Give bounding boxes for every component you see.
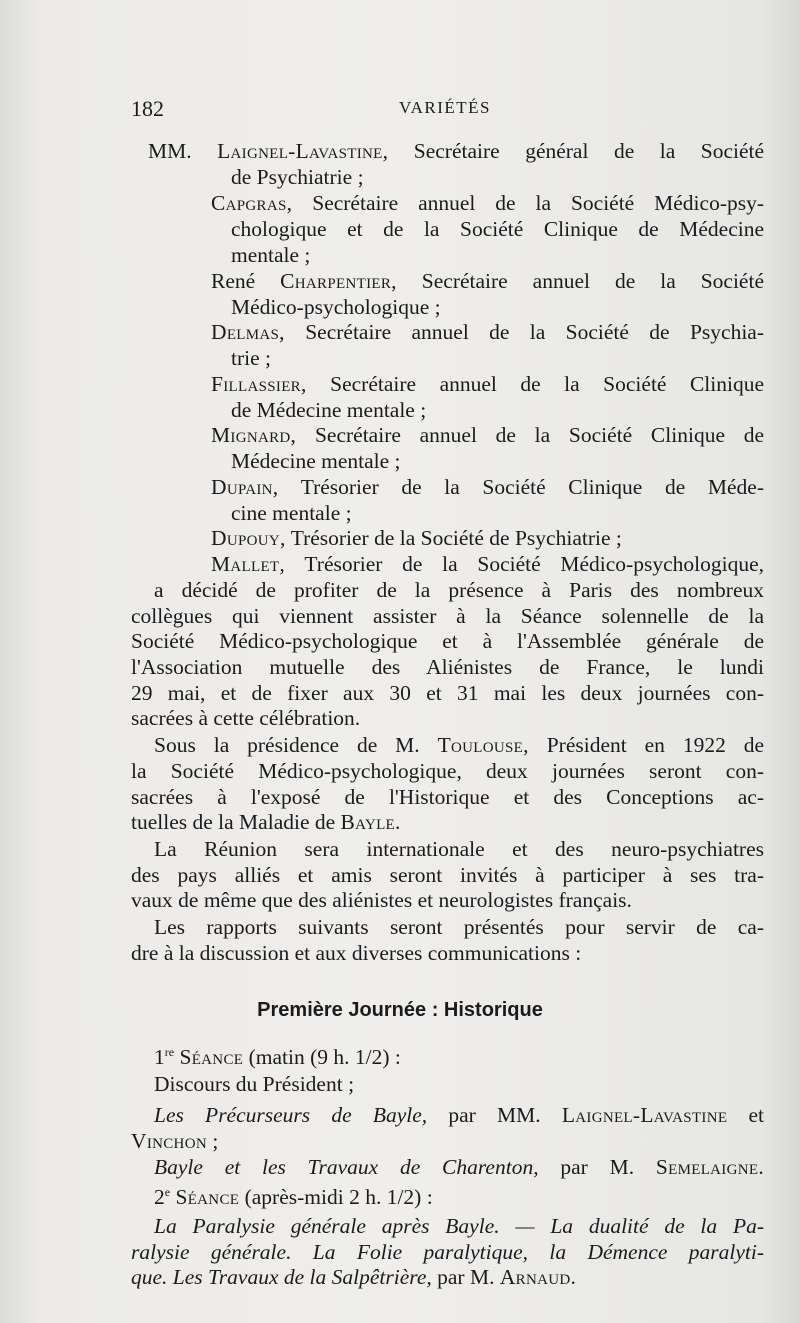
person-name: Mallet, (211, 552, 286, 576)
paragraph-line: Les rapports suivants seront présentés pour servir de ca- (154, 915, 764, 939)
paragraph-line: 29 mai, et de fixer aux 30 et 31 mai les deux journées con- (131, 681, 764, 705)
person-name: Capgras, (211, 191, 293, 215)
paragraph-line: a décidé de profiter de la présence à Paris des nombreux (154, 578, 764, 602)
member-line: trie ; (231, 346, 271, 370)
person-name: Arnaud. (499, 1265, 577, 1289)
session-heading: 2e Séance (après-midi 2 h. 1/2) : (154, 1184, 433, 1209)
member-line: cine mentale ; (231, 501, 352, 525)
session-heading: 1re Séance (matin (9 h. 1/2) : (154, 1044, 401, 1069)
member-line: Mallet, Trésorier de la Société Médico-psychologique, (211, 552, 764, 576)
person-name: Laignel-Lavastine, (217, 139, 389, 163)
member-line: Dupain, Trésorier de la Société Clinique de Méde- (211, 475, 764, 499)
person-name: Mignard, (211, 423, 297, 447)
member-line: René Charpentier, Secrétaire annuel de la Société (211, 269, 764, 293)
person-name: Laignel-Lavastine (561, 1103, 728, 1127)
member-line: Dupouy, Trésorier de la Société de Psychiatrie ; (211, 526, 622, 550)
paragraph-line: sacrées à l'exposé de l'Historique et des Conceptions ac- (131, 785, 764, 809)
person-name: Vinchon (131, 1129, 207, 1153)
member-line: Capgras, Secrétaire annuel de la Société Médico-psy- (211, 191, 765, 215)
paragraph-line: sacrées à cette célébration. (131, 706, 361, 730)
person-name: Charpentier, (280, 269, 397, 293)
member-line: Fillassier, Secrétaire annuel de la Société Clinique (211, 372, 765, 396)
program-item: Vinchon ; (131, 1129, 219, 1153)
member-line: MM. Laignel-Lavastine, Secrétaire général de la Société (148, 139, 765, 163)
person-name: Dupain, (211, 475, 279, 499)
paragraph-line: vaux de même que des aliénistes et neurologistes français. (131, 888, 632, 912)
paragraph-line: la Société Médico-psychologique, deux journées seront con- (131, 759, 764, 783)
member-line: Mignard, Secrétaire annuel de la Société Clinique de (211, 423, 765, 447)
person-name: Semelaigne. (655, 1155, 764, 1179)
paragraph-line: Société Médico-psychologique et à l'Assemblée générale de (131, 629, 764, 653)
page-number: 182 (131, 96, 164, 121)
person-name: Delmas, (211, 320, 285, 344)
person-name: Bayle. (340, 810, 401, 834)
program-item: Les Précurseurs de Bayle, par MM. Laignel-Lavastine et (154, 1103, 765, 1127)
section-heading: Première Journée : Historique (257, 999, 543, 1021)
program-item: Discours du Président ; (154, 1072, 355, 1096)
program-item: que. Les Travaux de la Salpêtrière, par M. Arnaud. (131, 1265, 577, 1289)
page-header (131, 96, 763, 126)
paragraph-line: des pays alliés et amis seront invités à participer à ses tra- (131, 863, 764, 887)
paragraph-line: l'Association mutuelle des Aliénistes de France, le lundi (131, 655, 764, 679)
person-name: Fillassier, (211, 372, 307, 396)
member-line: de Psychiatrie ; (231, 165, 364, 189)
paragraph-line: La Réunion sera internationale et des neuro-psychiatres (154, 837, 764, 861)
member-line: Delmas, Secrétaire annuel de la Société de Psychia- (211, 320, 764, 344)
paragraph-line: tuelles de la Maladie de Bayle. (131, 810, 401, 834)
member-line: Médico-psychologique ; (231, 295, 441, 319)
paragraph-line: Sous la présidence de M. Toulouse, Président en 1922 de (154, 733, 765, 757)
person-name: Toulouse, (437, 733, 529, 757)
member-line: chologique et de la Société Clinique de Médecine (231, 217, 764, 241)
program-item: ralysie générale. La Folie paralytique, la Démence paralyti- (131, 1240, 764, 1264)
member-line: de Médecine mentale ; (231, 398, 427, 422)
paragraph-line: collègues qui viennent assister à la Séance solennelle de la (131, 604, 764, 628)
program-item: La Paralysie générale après Bayle. — La dualité de la Pa- (154, 1214, 764, 1238)
program-item: Bayle et les Travaux de Charenton, par M. Semelaigne. (154, 1155, 764, 1179)
member-line: mentale ; (231, 243, 311, 267)
person-name: Dupouy, (211, 526, 286, 550)
member-line: Médecine mentale ; (231, 449, 401, 473)
running-title: VARIÉTÉS (399, 98, 491, 117)
paragraph-line: dre à la discussion et aux diverses communications : (131, 941, 582, 965)
